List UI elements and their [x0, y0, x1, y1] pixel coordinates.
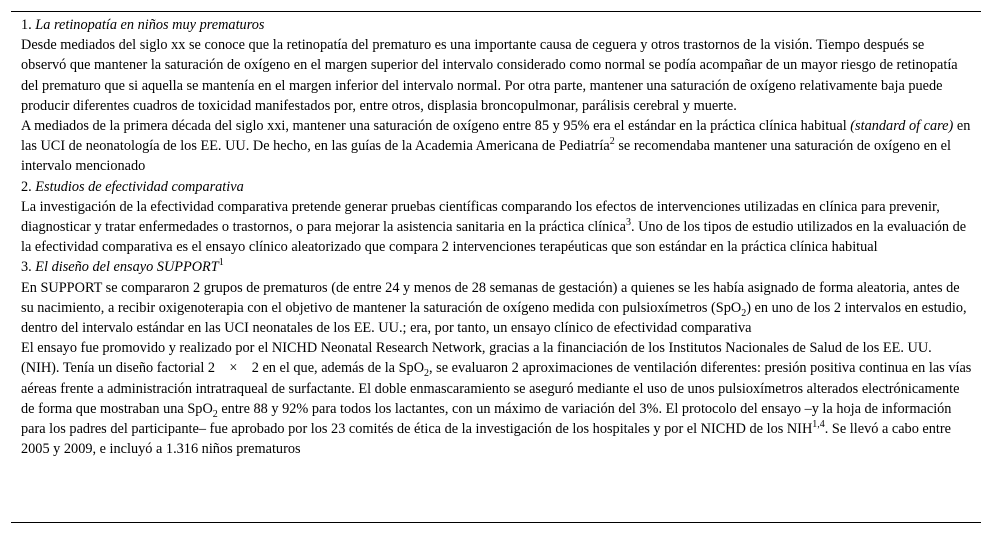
text-run: . Se llevó a cabo entre 2005 y 2009, e incluyó a 1.316 niños prematuros [21, 421, 952, 458]
reference-3: 3 [625, 217, 631, 229]
text-run: ) en uno de los 2 intervalos en estudio, dentro del intervalo estándar en las UCI neonatales de los EE. UU.; era, por tanto, un ensayo clínico de efectividad comparativa [21, 299, 967, 337]
reference-1-4: 1,4 [812, 419, 825, 431]
section-3-paragraph-1 [21, 278, 973, 339]
text-box [11, 11, 981, 523]
section-2-title: Estudios de efectividad comparativa [35, 178, 244, 195]
text-run: . Uno de los tipos de estudio utilizados en la evaluación de la efectividad comparativa es el ensayo clínico aleatorizado que compara 2 intervenciones terapéuticas que son estándar en la práctica clínica habitual [21, 219, 967, 256]
section-3-paragraph-2 [21, 338, 973, 459]
reference-2: 2 [609, 136, 615, 148]
text-run: en las UCI de neonatología de los EE. UU. De hecho, en las guías de la Academia Americana de Pediatría [21, 118, 971, 155]
standard-of-care-term: (standard of care) [850, 118, 954, 135]
section-1-paragraph-2 [21, 116, 973, 177]
section-3-title: El diseño del ensayo SUPPORT [35, 259, 219, 276]
section-2-number: 2. [21, 178, 36, 195]
subscript-2: 2 [212, 408, 218, 420]
section-1-heading [21, 15, 973, 35]
text-run: entre 88 y 92% para todos los lactantes, con un máximo de variación del 3%. El protocolo del ensayo –y la hoja de información para los padres del participante– fue aprobado por los 23 comités de ética de la investigación de los hospitales y por el NICHD de los NIH [21, 400, 952, 438]
section-1-paragraph-1: Desde mediados del siglo xx se conoce que la retinopatía del prematuro es una importante causa de ceguera y otros trastornos de la visión. Tiempo después se observó que mantener la saturación de oxígeno en el margen superior del intervalo considerado como normal se podía acompañar de un mayor riesgo de retinopatía del prematuro que si aquella se mantenía en el margen inferior del intervalo normal. Por otra parte, mantener una saturación de oxígeno relativamente baja puede producir diferentes cuadros de toxicidad manifestados por, entre otros, displasia broncopulmonar, parálisis cerebral y muerte. [21, 37, 958, 114]
section-3-heading [21, 257, 973, 277]
section-2-paragraph-1 [21, 197, 973, 258]
text-run: El ensayo fue promovido y realizado por el NICHD Neonatal Research Network, gracias a la financiación de los Institutos Nacionales de Salud de los EE. UU. (NIH). Tenía un diseño factorial 2 × 2 en el que, además de la SpO [21, 340, 932, 377]
section-1-title: La retinopatía en niños muy prematuros [35, 17, 265, 33]
text-run: La investigación de la efectividad comparativa pretende generar pruebas científicas comparando los efectos de intervenciones utilizadas en clínica para prevenir, diagnosticar y tratar enfermedades o trastornos, o para mejorar la asistencia sanitaria en la práctica clínica [21, 198, 940, 236]
text-run: se recomendaba mantener una saturación de oxígeno en el intervalo mencionado [21, 138, 951, 175]
subscript-2: 2 [741, 307, 747, 319]
section-1-number: 1. [21, 17, 36, 33]
reference-1: 1 [218, 257, 224, 269]
section-2-heading [21, 177, 973, 197]
section-3-number: 3. [21, 259, 36, 276]
text-run: A mediados de la primera década del siglo xxi, mantener una saturación de oxígeno entre 85 y 95% era el estándar en la práctica clínica habitual [21, 118, 851, 135]
text-run: , se evaluaron 2 aproximaciones de ventilación diferentes: presión positiva continua en las vías aéreas frente a administración intratraqueal de surfactante. El doble enmascaramiento se aseguró mediante el uso de unos pulsioxímetros alterados electrónicamente de forma que mostraban una SpO [21, 360, 972, 417]
text-run: En SUPPORT se compararon 2 grupos de prematuros (de entre 24 y menos de 28 semanas de gestación) a quienes se les había asignado de forma aleatoria, antes de su nacimiento, a recibir oxigenoterapia con el objetivo de mantener la saturación de oxígeno medida con pulsioxímetros (SpO [21, 279, 960, 316]
subscript-2: 2 [424, 368, 430, 380]
